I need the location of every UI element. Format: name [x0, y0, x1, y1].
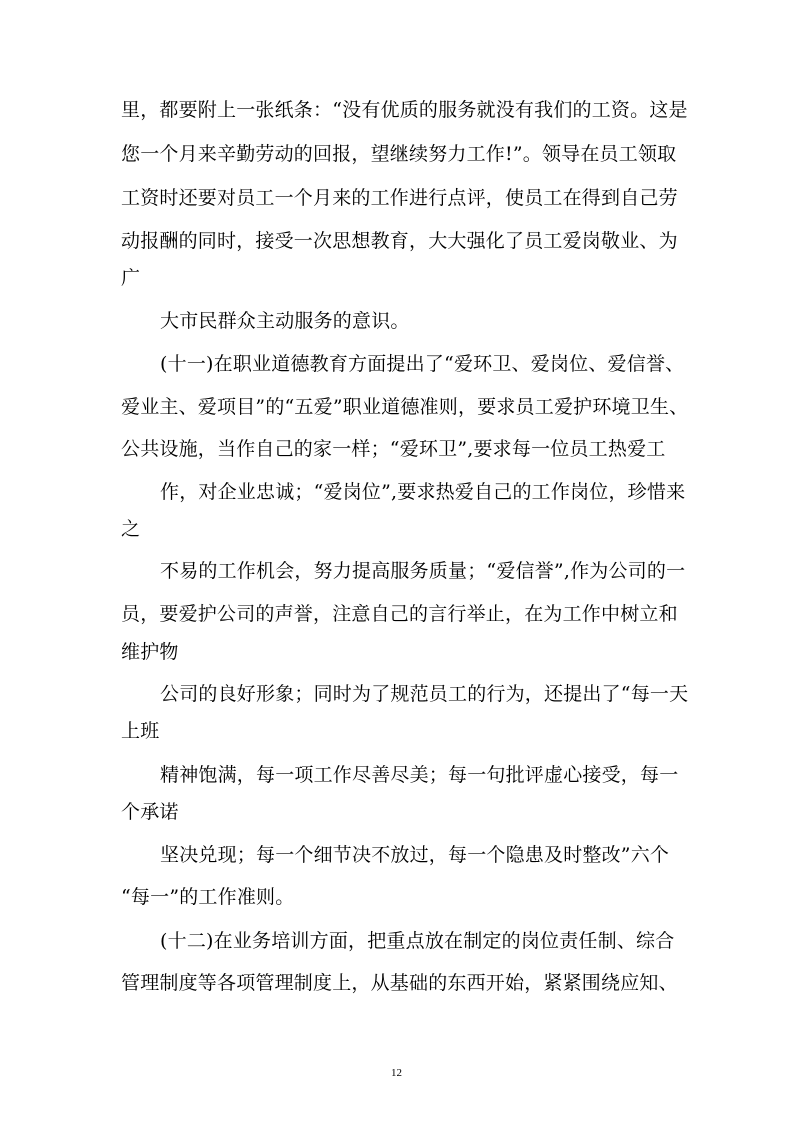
text-line: “每一”的工作准则。	[121, 886, 295, 908]
text-line: 上班	[121, 720, 160, 742]
text-line: 爱业主、爱项目”的“五爱”职业道德准则，要求员工爱护环境卫生、	[121, 396, 689, 418]
text-line: 里，都要附上一张纸条：“没有优质的服务就没有我们的工资。这是	[121, 99, 688, 121]
text-line: 管理制度等各项管理制度上，从基础的东西开始，紧紧围绕应知、	[121, 972, 678, 994]
text-line: 您一个月来辛勤劳动的回报，望继续努力工作!”。领导在员工领取	[121, 143, 677, 165]
text-line: 公司的良好形象；同时为了规范员工的行为，还提出了“每一天	[160, 683, 689, 705]
text-line: 个承诺	[121, 801, 179, 823]
text-line: 维护物	[121, 641, 179, 663]
text-line: 坚决兑现；每一个细节决不放过，每一个隐患及时整改”六个	[160, 844, 670, 866]
text-line: 之	[121, 518, 141, 540]
text-line: 广	[121, 267, 141, 289]
text-line: (十二)在业务培训方面，把重点放在制定的岗位责任制、综合	[160, 930, 675, 952]
text-line: 工资时还要对员工一个月来的工作进行点评，使员工在得到自己劳	[121, 187, 678, 209]
text-line: 作，对企业忠诚；“爱岗位”,要求热爱自己的工作岗位，珍惜来	[160, 481, 686, 503]
text-line: 动报酬的同时，接受一次思想教育，大大强化了员工爱岗敬业、为	[121, 230, 678, 252]
text-line: 大市民群众主动服务的意识。	[160, 310, 410, 332]
text-line: 公共设施，当作自己的家一样；“爱环卫”,要求每一位员工热爱工	[121, 438, 666, 460]
text-line: 精神饱满，每一项工作尽善尽美；每一句批评虚心接受，每一	[160, 764, 679, 786]
page-number: 12	[391, 1067, 402, 1079]
text-line: 不易的工作机会，努力提高服务质量；“爱信誉”,作为公司的一	[160, 560, 686, 582]
text-line: 员，要爱护公司的声誉，注意自己的言行举止，在为工作中树立和	[121, 603, 678, 625]
text-line: (十一)在职业道德教育方面提出了“爱环卫、爱岗位、爱信誉、	[160, 353, 685, 375]
